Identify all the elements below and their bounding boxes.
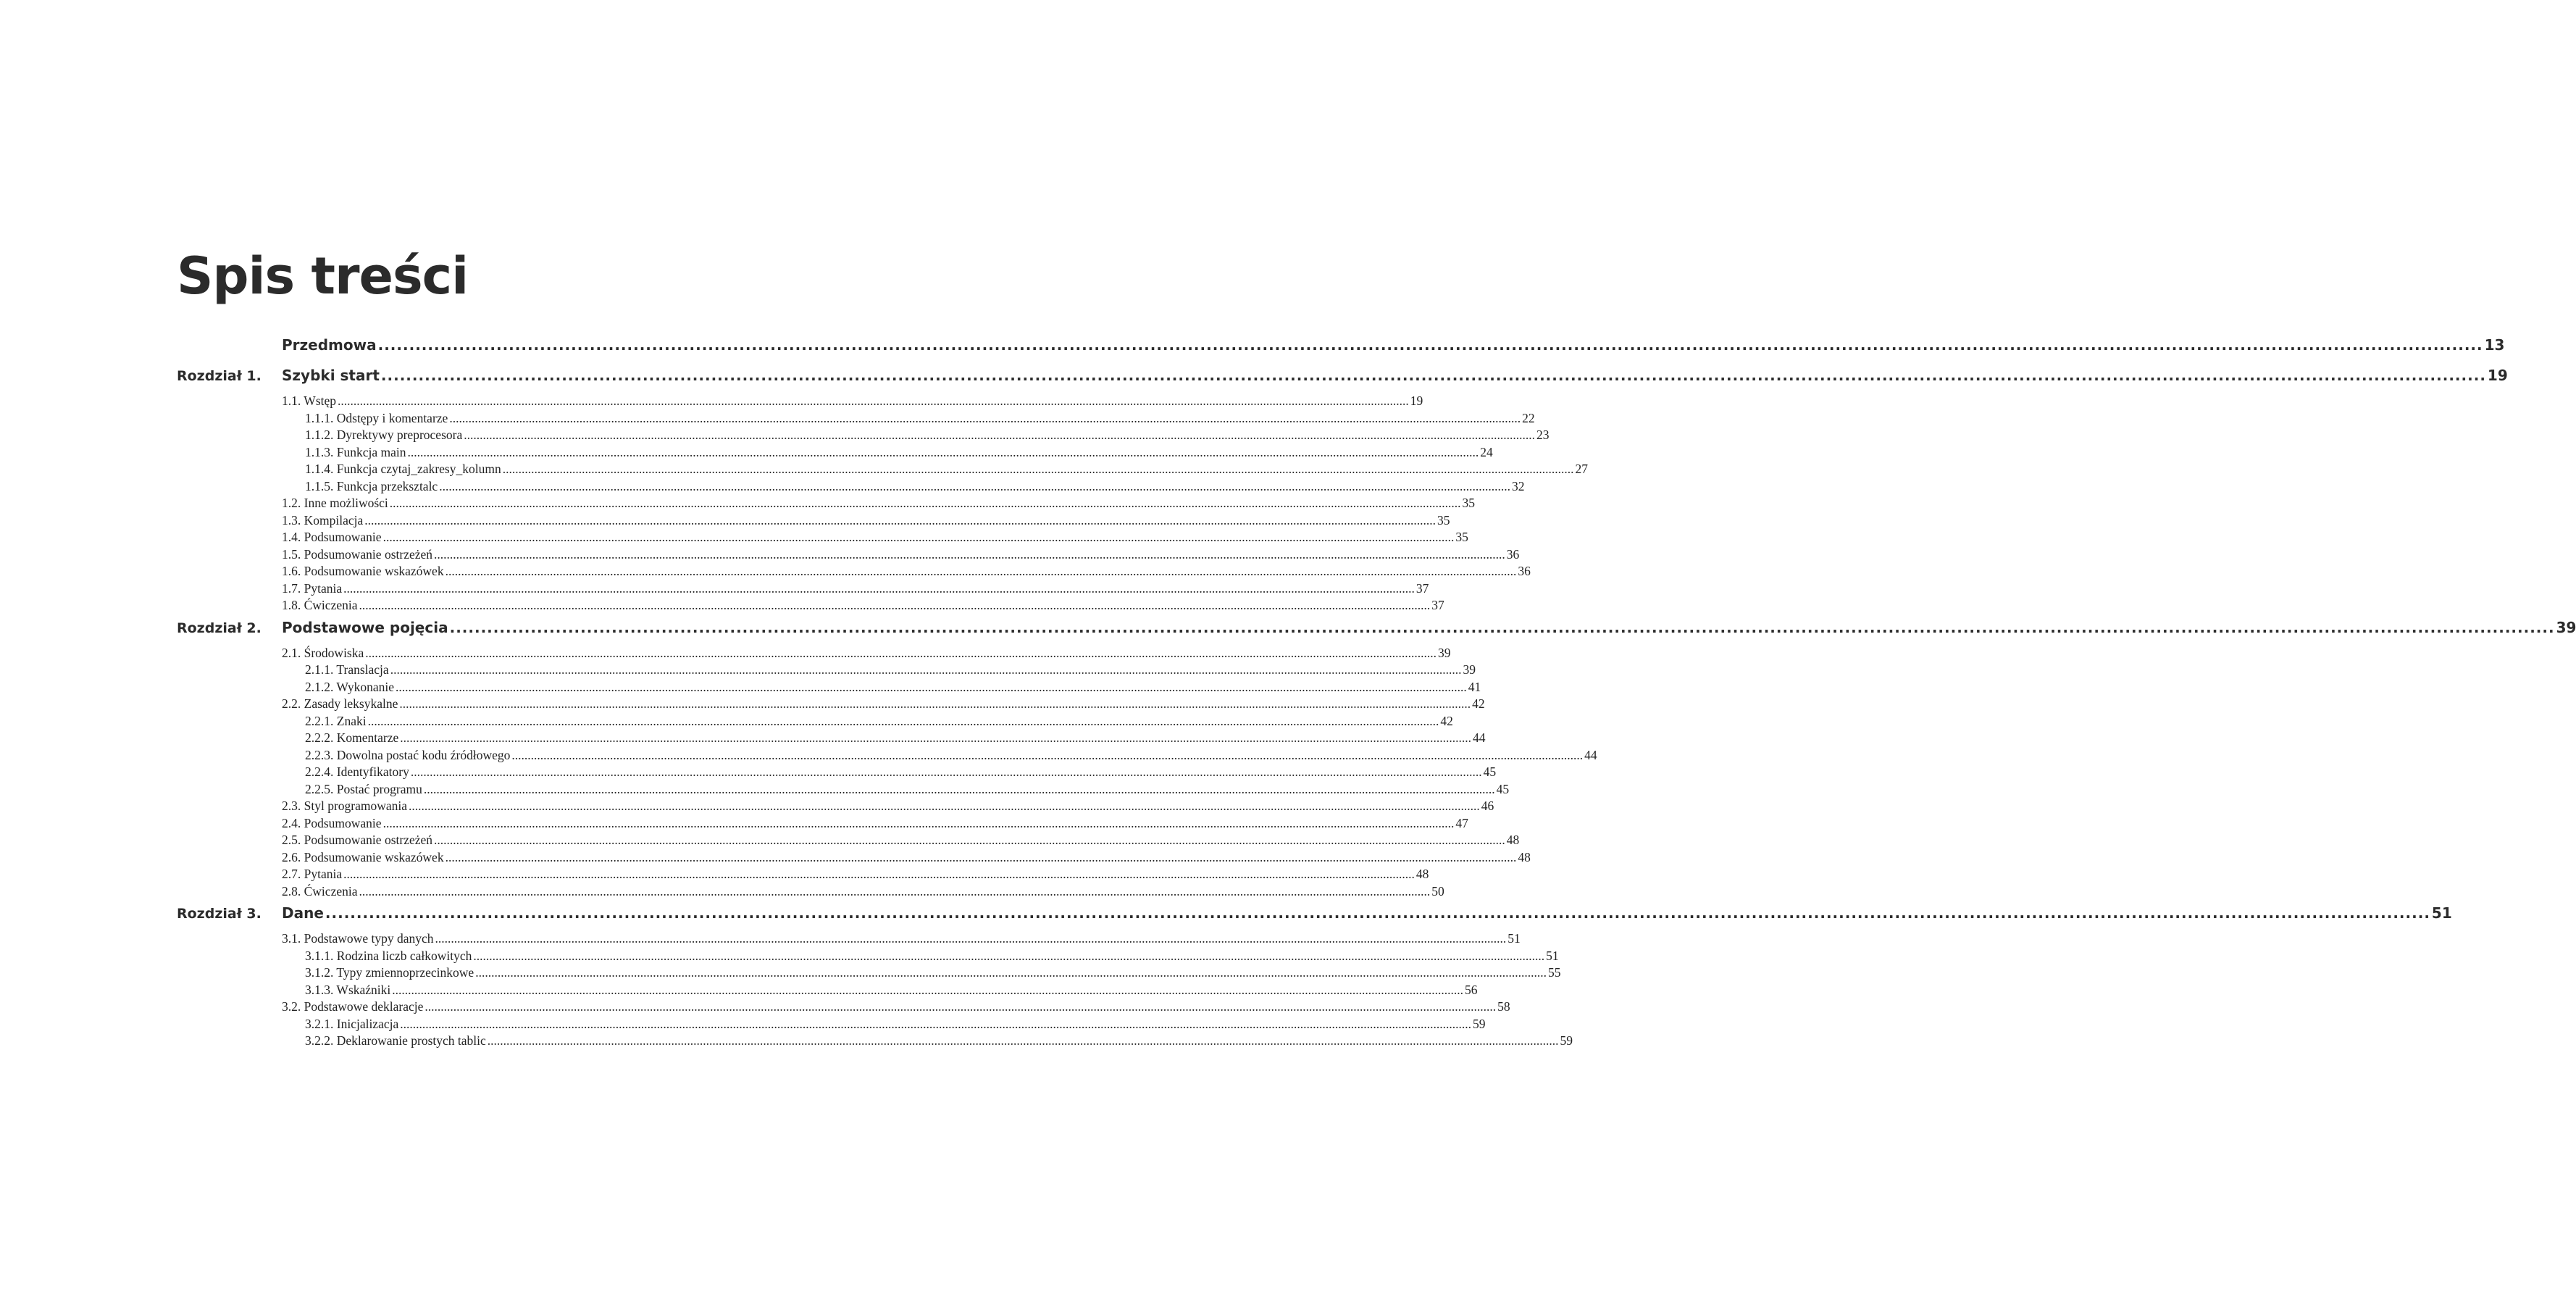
- section-page-number: 36: [1518, 564, 1531, 578]
- dot-leader: [435, 930, 1507, 948]
- section-title: 2.1.1. Translacja: [305, 662, 389, 677]
- section-entry[interactable]: [282, 597, 1444, 614]
- dot-leader: [399, 696, 1471, 713]
- dot-leader: [383, 529, 1455, 546]
- section-page-number: 35: [1437, 512, 1450, 528]
- section-title: 2.2. Zasady leksykalne: [282, 696, 398, 711]
- dot-leader: [446, 563, 1517, 580]
- section-entry[interactable]: [282, 883, 1444, 901]
- chapter-title: Szybki start: [282, 367, 380, 384]
- section-page-number: 58: [1497, 999, 1510, 1014]
- dot-leader: [359, 597, 1430, 614]
- section-list: [282, 930, 1573, 1050]
- section-entry[interactable]: [282, 529, 1468, 546]
- section-title: 1.1. Wstęp: [282, 393, 337, 408]
- dot-leader: [400, 1016, 1471, 1033]
- subsection-entry[interactable]: [282, 747, 1597, 764]
- subsection-entry[interactable]: [282, 461, 1588, 478]
- section-page-number: 27: [1575, 462, 1588, 476]
- section-entry[interactable]: [282, 495, 1476, 512]
- chapter-entry[interactable]: [282, 367, 2508, 384]
- section-page-number: 37: [1415, 580, 1429, 596]
- section-title: 3.1.2. Typy zmiennoprzecinkowe: [305, 965, 474, 980]
- chapter-title: Podstawowe pojęcia: [282, 618, 448, 636]
- dot-leader: [488, 1033, 1559, 1050]
- section-entry[interactable]: [282, 832, 1520, 849]
- section-title: 3.2. Podstawowe deklaracje: [282, 999, 424, 1014]
- section-title: 2.2.4. Identyfikatory: [305, 764, 409, 779]
- dot-leader: [473, 948, 1544, 965]
- section-entry[interactable]: [282, 849, 1531, 867]
- section-entry[interactable]: [282, 580, 1429, 598]
- subsection-entry[interactable]: [282, 964, 1561, 982]
- dot-leader: [400, 730, 1471, 747]
- subsection-entry[interactable]: [282, 982, 1478, 999]
- section-list: [282, 645, 1597, 901]
- section-page-number: 48: [1506, 833, 1520, 847]
- section-title: 3.1. Podstawowe typy danych: [282, 931, 434, 946]
- section-title: 1.3. Kompilacja: [282, 512, 364, 528]
- section-page-number: 45: [1483, 764, 1497, 779]
- chapter-label: Rozdział 1.: [177, 368, 262, 384]
- section-page-number: 22: [1522, 410, 1535, 425]
- section-title: 1.4. Podsumowanie: [282, 530, 382, 544]
- chapter-page-number: 51: [2431, 904, 2452, 922]
- dot-leader: [396, 679, 1467, 696]
- section-page-number: 24: [1480, 444, 1493, 459]
- section-page-number: 50: [1431, 883, 1444, 899]
- dot-leader: [434, 546, 1505, 564]
- section-entry[interactable]: [282, 645, 1451, 662]
- section-title: 2.8. Ćwiczenia: [282, 883, 358, 899]
- section-page-number: 42: [1472, 696, 1485, 711]
- chapter-entry[interactable]: [282, 904, 2452, 922]
- section-page-number: 51: [1546, 948, 1559, 963]
- section-entry[interactable]: [282, 546, 1520, 564]
- section-page-number: 35: [1462, 496, 1476, 510]
- dot-leader: [439, 478, 1510, 496]
- section-page-number: 42: [1440, 713, 1453, 728]
- dot-leader: [381, 367, 2486, 384]
- section-title: 1.1.3. Funkcja main: [305, 444, 406, 459]
- chapter-heading-row: [177, 618, 2576, 645]
- section-page-number: 56: [1465, 982, 1478, 997]
- dot-leader: [446, 849, 1517, 867]
- section-title: 2.7. Pytania: [282, 867, 343, 881]
- section-title: 2.2.2. Komentarze: [305, 730, 399, 745]
- section-title: 3.1.3. Wskaźniki: [305, 982, 391, 997]
- section-title: 1.1.2. Dyrektywy preprocesora: [305, 428, 463, 442]
- section-title: 2.5. Podsumowanie ostrzeżeń: [282, 833, 433, 847]
- dot-leader: [475, 964, 1547, 982]
- section-page-number: 48: [1518, 849, 1531, 864]
- section-title: 2.4. Podsumowanie: [282, 815, 382, 830]
- chapter-label: Rozdział 2.: [177, 620, 262, 636]
- dot-leader: [343, 866, 1415, 883]
- section-page-number: 32: [1511, 478, 1525, 493]
- section-title: 2.2.3. Dowolna postać kodu źródłowego: [305, 747, 511, 762]
- dot-leader: [325, 904, 2430, 922]
- section-entry[interactable]: [282, 696, 1485, 713]
- section-title: 3.2.1. Inicjalizacja: [305, 1016, 399, 1031]
- subsection-entry[interactable]: [282, 1016, 1486, 1033]
- section-page-number: 51: [1507, 931, 1521, 946]
- section-entry[interactable]: [282, 393, 1423, 410]
- toc-chapter: [177, 336, 2505, 362]
- subsection-entry[interactable]: [282, 1033, 1573, 1050]
- section-page-number: 59: [1560, 1033, 1573, 1048]
- section-page-number: 44: [1584, 747, 1597, 762]
- section-entry[interactable]: [282, 999, 1510, 1016]
- section-entry[interactable]: [282, 866, 1429, 883]
- section-page-number: 36: [1506, 546, 1520, 562]
- dot-leader: [503, 461, 1574, 478]
- section-title: 1.2. Inne możliwości: [282, 496, 388, 510]
- section-page-number: 39: [1463, 662, 1476, 677]
- section-page-number: 59: [1473, 1016, 1486, 1031]
- section-title: 2.1.2. Wykonanie: [305, 679, 395, 694]
- section-page-number: 39: [1438, 645, 1451, 660]
- dot-leader: [434, 832, 1505, 849]
- section-entry[interactable]: [282, 563, 1531, 580]
- page-title: Spis treści: [177, 246, 469, 306]
- section-entry[interactable]: [282, 512, 1450, 530]
- chapter-heading-row: [177, 336, 2505, 362]
- subsection-entry[interactable]: [282, 444, 1493, 462]
- chapter-entry[interactable]: [282, 619, 2576, 636]
- dot-leader: [338, 393, 1409, 410]
- section-entry[interactable]: [282, 815, 1468, 833]
- section-title: 1.5. Podsumowanie ostrzeżeń: [282, 546, 433, 562]
- section-page-number: 46: [1481, 799, 1494, 813]
- chapter-heading-row: [177, 367, 2508, 393]
- dot-leader: [390, 662, 1462, 679]
- dot-leader: [425, 999, 1496, 1016]
- section-title: 1.6. Podsumowanie wskazówek: [282, 564, 444, 578]
- subsection-entry[interactable]: [282, 730, 1486, 747]
- subsection-entry[interactable]: [282, 679, 1481, 696]
- section-title: 1.1.5. Funkcja przeksztalc: [305, 478, 438, 493]
- dot-leader: [368, 713, 1439, 730]
- section-title: 1.1.1. Odstępy i komentarze: [305, 410, 448, 425]
- section-title: 2.1. Środowiska: [282, 645, 364, 660]
- toc-chapter: [177, 618, 2576, 901]
- dot-leader: [408, 444, 1479, 462]
- section-page-number: 44: [1473, 730, 1486, 745]
- section-page-number: 55: [1547, 965, 1561, 980]
- section-title: 3.2.2. Deklarowanie prostych tablic: [305, 1033, 486, 1048]
- section-page-number: 19: [1410, 393, 1423, 408]
- dot-leader: [383, 815, 1455, 833]
- section-entry[interactable]: [282, 930, 1521, 948]
- section-title: 1.1.4. Funkcja czytaj_zakresy_kolumn: [305, 462, 501, 476]
- dot-leader: [378, 336, 2483, 354]
- dot-leader: [390, 495, 1461, 512]
- chapter-title: Przedmowa: [282, 336, 377, 354]
- subsection-entry[interactable]: [282, 410, 1535, 428]
- section-page-number: 35: [1455, 530, 1468, 544]
- chapter-page-number: 39: [2556, 618, 2576, 636]
- dot-leader: [392, 982, 1463, 999]
- subsection-entry[interactable]: [282, 427, 1550, 444]
- dot-leader: [365, 645, 1437, 662]
- dot-leader: [424, 781, 1495, 799]
- subsection-entry[interactable]: [282, 478, 1525, 496]
- section-title: 2.6. Podsumowanie wskazówek: [282, 849, 444, 864]
- section-title: 2.2.5. Postać programu: [305, 781, 422, 796]
- dot-leader: [449, 410, 1521, 428]
- dot-leader: [364, 512, 1436, 530]
- dot-leader: [450, 619, 2555, 636]
- dot-leader: [511, 747, 1583, 764]
- section-page-number: 48: [1415, 867, 1429, 881]
- chapter-label: Rozdział 3.: [177, 906, 262, 922]
- subsection-entry[interactable]: [282, 713, 1453, 730]
- section-page-number: 47: [1455, 815, 1468, 830]
- section-page-number: 45: [1496, 781, 1510, 796]
- section-title: 3.1.1. Rodzina liczb całkowitych: [305, 948, 472, 963]
- dot-leader: [411, 764, 1482, 781]
- subsection-entry[interactable]: [282, 781, 1510, 799]
- dot-leader: [359, 883, 1430, 901]
- section-page-number: 23: [1536, 428, 1550, 442]
- table-of-contents: [177, 332, 2576, 1054]
- dot-leader: [343, 580, 1415, 598]
- section-title: 2.2.1. Znaki: [305, 713, 367, 728]
- toc-chapter: [177, 904, 2452, 1050]
- section-page-number: 37: [1431, 598, 1444, 612]
- dot-leader: [409, 798, 1480, 815]
- dot-leader: [464, 427, 1535, 444]
- section-title: 1.7. Pytania: [282, 580, 343, 596]
- section-entry[interactable]: [282, 798, 1494, 815]
- chapter-title: Dane: [282, 904, 324, 922]
- chapter-heading-row: [177, 904, 2452, 930]
- subsection-entry[interactable]: [282, 662, 1476, 679]
- subsection-entry[interactable]: [282, 764, 1497, 781]
- chapter-entry[interactable]: [282, 336, 2504, 354]
- toc-chapter: [177, 367, 2508, 614]
- section-title: 2.3. Styl programowania: [282, 799, 408, 813]
- section-title: 1.8. Ćwiczenia: [282, 598, 358, 612]
- chapter-page-number: 13: [2484, 336, 2505, 354]
- section-page-number: 41: [1468, 679, 1481, 694]
- section-list: [282, 393, 1588, 614]
- subsection-entry[interactable]: [282, 948, 1559, 965]
- chapter-page-number: 19: [2487, 367, 2508, 384]
